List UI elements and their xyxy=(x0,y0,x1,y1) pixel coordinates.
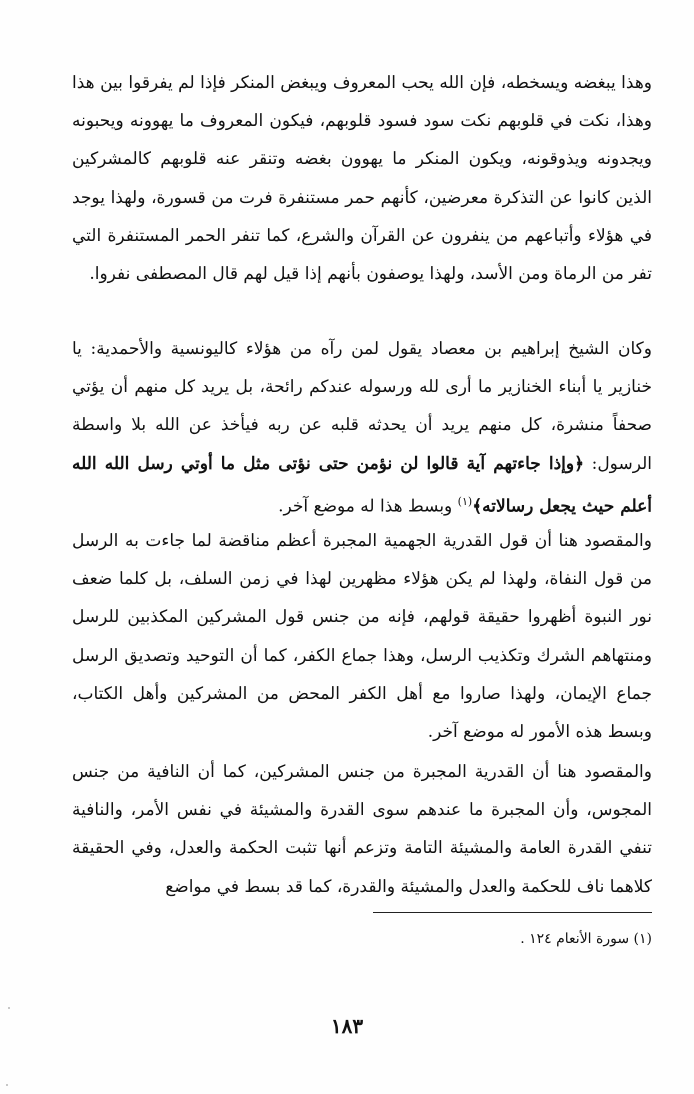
quran-verse: ﴿وإذا جاءتهم آية قالوا لن نؤمن حتى نؤتى مثل ما أوتي رسل الله الله أعلم حيث يجعل رسالاته﴾ xyxy=(72,453,652,517)
scan-speck xyxy=(6,1084,8,1086)
paragraph-2 xyxy=(72,330,652,526)
paragraph-2-text-after: وبسط هذا له موضع آخر. xyxy=(278,496,458,517)
page-number: ١٨٣ xyxy=(330,1014,364,1038)
scan-speck xyxy=(8,1007,10,1009)
paragraph-2-text-before: وكان الشيخ إبراهيم بن معصاد يقول لمن رآه من هؤلاء كاليونسية والأحمدية: يا خنازير يا أبناء الخنازير ما أرى لله ورسوله عندكم رائحة، بل يريد كل منهم أن يؤتي صحفاً منشرة، كل منهم يريد أن يحدثه قلبه عن ربه فيأخذ عن الله بلا واسطة الرسول: xyxy=(72,339,652,474)
paragraph-1 xyxy=(72,64,652,293)
footnote-marker: (١) xyxy=(457,494,473,508)
paragraph-1-text: وهذا يبغضه ويسخطه، فإن الله يحب المعروف ويبغض المنكر فإذا لم يفرقوا بين هذا وهذا، نكت في قلوبهم نكت سود فسود قلوبهم، فيكون المعروف ما يهوونه ويحبونه ويجدونه ويذوقونه، ويكون المنكر ما يهوون بغضه وتنقر عنه قلوبهم كالمشركين الذين كانوا عن التذكرة معرضين، كأنهم حمر مستنفرة فرت من قسورة، ولهذا يوجد في هؤلاء وأتباعهم من ينفرون عن القرآن والشرع، كما تنفر الحمر المستنفرة التي تفر من الرماة ومن الأسد، ولهذا يوصفون بأنهم إذا قيل لهم قال المصطفى نفروا. xyxy=(72,73,652,285)
footnote-divider xyxy=(373,912,652,913)
footnote: (١) سورة الأنعام ١٢٤ . xyxy=(520,931,652,947)
paragraph-4 xyxy=(72,753,652,906)
paragraph-4-text: والمقصود هنا أن القدرية المجبرة من جنس المشركين، كما أن النافية من جنس المجوس، وأن المجبرة ما عندهم سوى القدرة والمشيئة في نفس الأمر، والنافية تنفي القدرة العامة والمشيئة التامة وتزعم أنها تثبت الحكمة والعدل، وفي الحقيقة كلاهما ناف للحكمة والعدل والمشيئة والقدرة، كما قد بسط في مواضع xyxy=(72,762,652,897)
paragraph-3-text: والمقصود هنا أن قول القدرية الجهمية المجبرة أعظم مناقضة لما جاءت به الرسل من قول النفاة، ولهذا لم يكن هؤلاء مظهرين لهذا في زمن السلف، بل كلما ضعف نور النبوة أظهروا حقيقة قولهم، فإنه من جنس قول المشركين المكذبين للرسل ومنتهاهم الشرك وتكذيب الرسل، وهذا جماع الكفر، كما أن التوحيد وتصديق الرسل جماع الإيمان، ولهذا صاروا مع أهل الكفر المحض من المشركين وأهل الكتاب، وبسط هذه الأمور له موضع آخر. xyxy=(72,531,652,743)
paragraph-3 xyxy=(72,522,652,751)
